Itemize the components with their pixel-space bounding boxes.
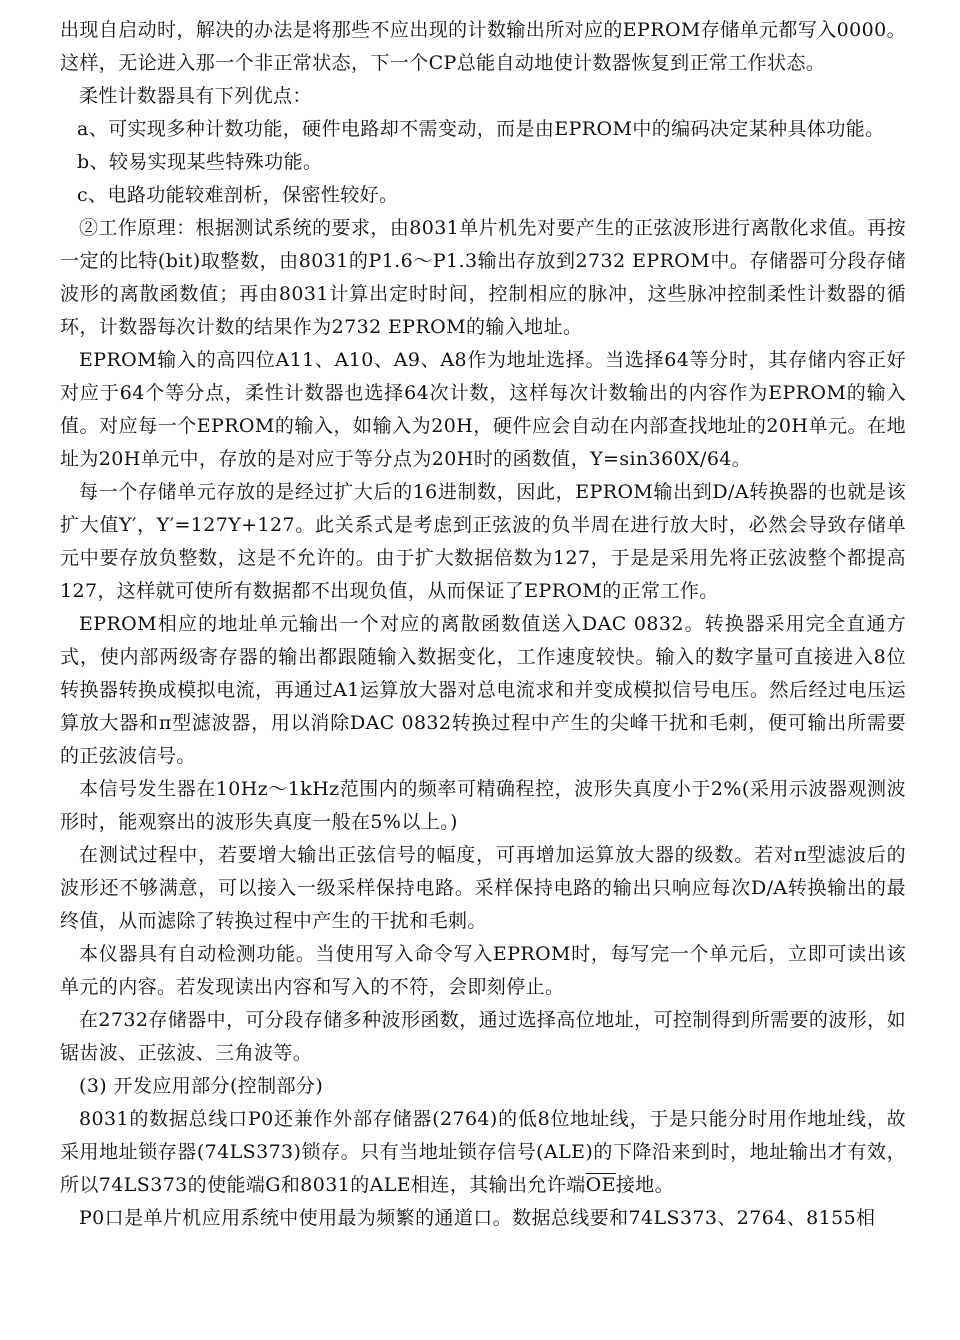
list-item-a: a、可实现多种计数功能，硬件电路却不需变动，而是由EPROM中的编码决定某种具体功能。 <box>77 118 885 140</box>
paragraph-testing: 在测试过程中，若要增大输出正弦信号的幅度，可再增加运算放大器的级数。若对π型滤波后的波形还不够满意，可以接入一级采样保持电路。采样保持电路的输出只响应每次D/A转换输出的最终值，从而滤除了转换过程中产生的干扰和毛刺。 <box>60 844 906 932</box>
paragraph-8031-bus-text: 8031的数据总线口P0还兼作外部存储器(2764)的低8位地址线，于是只能分时用作地址线，故采用地址锁存器(74LS373)锁存。只有当地址锁存信号(ALE)的下降沿来到时，地址输出才有效，所以74LS373的使能端G和8031的ALE相连，其输出允许端 <box>60 1108 906 1196</box>
paragraph-working-principle: ②工作原理：根据测试系统的要求，由8031单片机先对要产生的正弦波形进行离散化求值。再按一定的比特(bit)取整数，由8031的P1.6～P1.3输出存放到2732 EPROM中。存储器可分段存储波形的离散函数值；再由8031计算出定时时间，控制相应的脉冲，这些脉冲控制柔性计数器的循环，计数器每次计数的结果作为2732 EPROM的输入地址。 <box>60 217 906 338</box>
paragraph-2: 柔性计数器具有下列优点： <box>79 85 312 107</box>
paragraph-eprom-input: EPROM输入的高四位A11、A10、A9、A8作为地址选择。当选择64等分时，其存储内容正好对应于64个等分点，柔性计数器也选择64次计数，这样每次计数输出的内容作为EPROM的输入值。对应每一个EPROM的输入，如输入为20H，硬件应会自动在内部查找地址的20H单元。在地址为20H单元中，存放的是对应于等分点为20H时的函数值，Y=sin360X/64。 <box>60 349 906 470</box>
oe-signal: $\overline{OE}$ <box>585 1174 616 1196</box>
paragraph-frequency: 本信号发生器在10Hz～1kHz范围内的频率可精确程控，波形失真度小于2%(采用示波器观测波形时，能观察出的波形失真度一般在5%以上。) <box>60 778 906 833</box>
paragraph-storage-unit: 每一个存储单元存放的是经过扩大后的16进制数，因此，EPROM输出到D/A转换器的也就是该扩大值Y′，Y′=127Y+127。此关系式是考虑到正弦波的负半周在进行放大时，必然会导致存储单元中要存放负整数，这是不允许的。由于扩大数据倍数为127，于是是采用先将正弦波整个都提高127，这样就可使所有数据都不出现负值，从而保证了EPROM的正常工作。 <box>60 481 906 602</box>
section-heading: (3) 开发应用部分(控制部分) <box>79 1075 324 1097</box>
list-item-b: b、较易实现某些特殊功能。 <box>77 151 323 173</box>
paragraph-2732: 在2732存储器中，可分段存储多种波形函数，通过选择高位地址，可控制得到所需要的波形，如锯齿波、正弦波、三角波等。 <box>60 1009 906 1064</box>
paragraph-p0-port: P0口是单片机应用系统中使用最为频繁的通道口。数据总线要和74LS373、2764、8155相 <box>79 1207 876 1229</box>
list-item-c: c、电路功能较难剖析，保密性较好。 <box>77 184 399 206</box>
paragraph-1: 出现自启动时，解决的办法是将那些不应出现的计数输出所对应的EPROM存储单元都写入0000。这样，无论进入那一个非正常状态，下一个CP总能自动地使计数器恢复到正常工作状态。 <box>60 19 906 74</box>
paragraph-8031-bus <box>60 1103 906 1202</box>
paragraph-8031-bus-end: 接地。 <box>615 1174 675 1196</box>
paragraph-auto-check: 本仪器具有自动检测功能。当使用写入命令写入EPROM时，每写完一个单元后，立即可读出该单元的内容。若发现读出内容和写入的不符，会即刻停止。 <box>60 943 906 998</box>
paragraph-dac: EPROM相应的地址单元输出一个对应的离散函数值送入DAC 0832。转换器采用完全直通方式，使内部两级寄存器的输出都跟随输入数据变化，工作速度较快。输入的数字量可直接进入8位转换器转换成模拟电流，再通过A1运算放大器对总电流求和并变成模拟信号电压。然后经过电压运算放大器和π型滤波器，用以消除DAC 0832转换过程中产生的尖峰干扰和毛刺，便可输出所需要的正弦波信号。 <box>60 613 906 767</box>
